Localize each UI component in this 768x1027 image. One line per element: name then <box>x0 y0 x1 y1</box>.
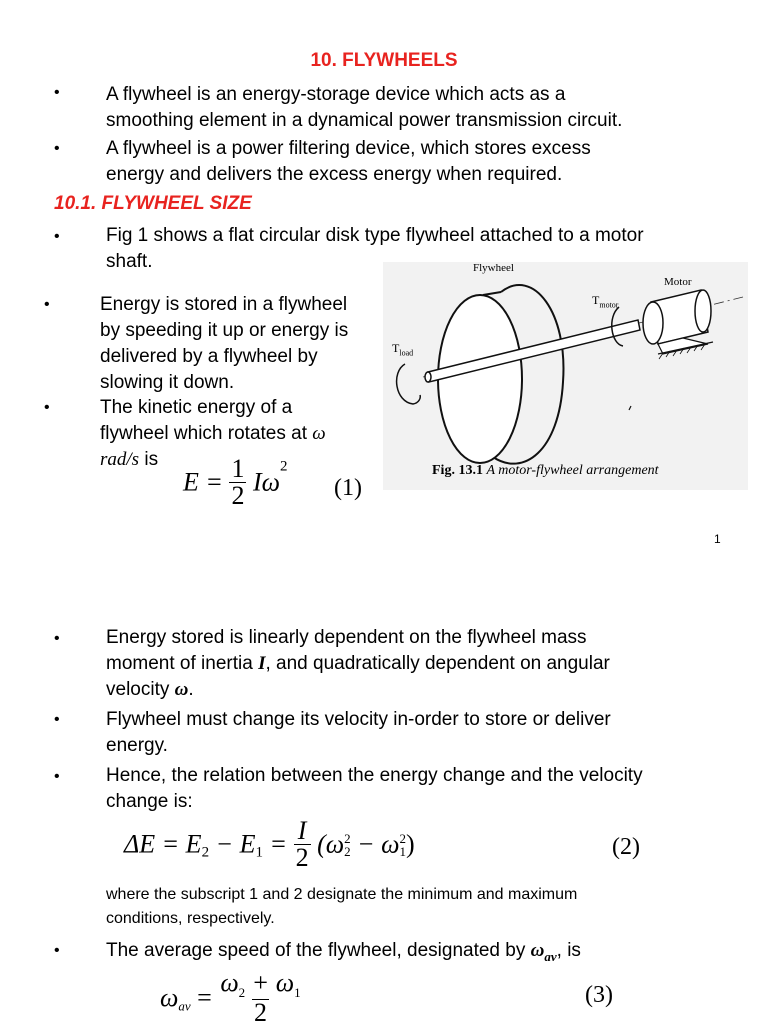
eq3-num-plus: + ω <box>245 968 295 997</box>
inertia-bullet-line2b: , and quadratically dependent on angular <box>265 653 610 674</box>
omega-av-sub: av <box>544 948 557 964</box>
omega-symbol: ω <box>530 940 545 961</box>
inertia-bullet-line1: Energy stored is linearly dependent on the flywheel mass <box>106 627 587 648</box>
eq2-number: (2) <box>612 834 640 860</box>
eq2-mid: − ω <box>350 829 400 859</box>
average-speed-text: The average speed of the flywheel, designated by <box>106 940 531 961</box>
omega-symbol: ω <box>312 423 326 444</box>
eq2-w1-sub: 1 <box>399 843 406 859</box>
page-title: 10. FLYWHEELS <box>310 50 458 71</box>
eq1-fraction <box>229 456 246 509</box>
eq2-denominator: 2 <box>295 843 309 872</box>
ke-bullet-line2 <box>100 421 326 447</box>
average-speed-end: , is <box>556 940 581 961</box>
bullet-marker: • <box>54 140 60 157</box>
eq2-w2-sub: 2 <box>344 843 351 859</box>
figure-caption-text: A motor-flywheel arrangement <box>486 463 659 478</box>
bullet-marker: • <box>44 296 50 313</box>
tmotor-label <box>592 293 618 309</box>
inertia-bullet-line2 <box>106 651 610 677</box>
eq1-rhs: Iω <box>252 467 280 497</box>
eq2-minus: − E <box>209 829 256 859</box>
eq3-num-a-sub: 2 <box>238 985 246 1001</box>
subscript-note-line2: conditions, respectively. <box>106 910 275 927</box>
motor-flywheel-figure <box>383 262 748 490</box>
intro-bullet-2 <box>106 136 591 188</box>
inertia-symbol: I <box>258 653 266 674</box>
eq1-exponent: 2 <box>279 458 288 475</box>
figure-caption-number: Fig. 13.1 <box>432 463 483 478</box>
eq3-num-a: ω <box>220 968 239 997</box>
fig-bullet-line2: shaft. <box>106 251 153 272</box>
inertia-bullet-line3 <box>106 677 610 703</box>
bullet-marker: • <box>54 84 60 101</box>
fig-bullet-line1: Fig 1 shows a flat circular disk type flywheel attached to a motor <box>106 225 644 246</box>
eq3-fraction <box>218 970 302 1026</box>
energy-bullet-line1: Energy is stored in a flywheel <box>100 294 348 315</box>
eq2-paren-open: (ω <box>317 829 345 859</box>
intro-bullet-2-line2: energy and delivers the excess energy when required. <box>106 164 563 185</box>
eq3-lhs-sub: av <box>178 998 191 1014</box>
eq2-paren-close: ) <box>405 829 415 859</box>
eq1-number: (1) <box>334 475 362 501</box>
eq1-numerator: 1 <box>231 454 245 483</box>
bullet-marker: • <box>54 228 60 245</box>
motor-back <box>695 290 711 332</box>
eq2-fraction <box>294 818 311 871</box>
tload-t: T <box>392 341 400 355</box>
energy-bullet-line2: by speeding it up or energy is <box>100 320 349 341</box>
eq2-w2-sup: 2 <box>344 830 351 846</box>
ke-bullet-line2-text: flywheel which rotates at <box>100 423 307 444</box>
equation-2 <box>124 818 415 871</box>
energy-bullet-line4: slowing it down. <box>100 372 235 393</box>
eq3-number: (3) <box>585 982 613 1008</box>
bullet-marker: • <box>54 942 60 959</box>
flywheel-face <box>438 295 522 463</box>
eq2-w1-sup: 2 <box>399 830 406 846</box>
tmotor-sub: motor <box>599 300 619 310</box>
omega-symbol: ω <box>174 679 189 700</box>
inertia-bullet-line2a: moment of inertia <box>106 653 259 674</box>
eq2-sub2: 2 <box>201 844 210 861</box>
intro-bullet-1 <box>106 82 622 134</box>
energy-bullet-line3: delivered by a flywheel by <box>100 346 318 367</box>
relation-line2: change is: <box>106 791 193 812</box>
ke-bullet-line3-rest: is <box>139 449 159 470</box>
velocity-change-line1: Flywheel must change its velocity in-order to store or deliver <box>106 709 611 730</box>
subscript-note <box>106 883 577 931</box>
page-number: 1 <box>714 532 721 546</box>
figure-drawing <box>383 262 748 490</box>
tload-label <box>392 341 413 357</box>
relation-bullet <box>106 763 643 815</box>
eq1-lhs: E = <box>183 467 230 497</box>
bullet-marker: • <box>54 768 60 785</box>
ke-unit: rad/s <box>100 449 140 470</box>
motor-front <box>643 302 663 344</box>
tmotor-t: T <box>592 293 600 307</box>
shaft-end <box>425 372 431 382</box>
equation-1 <box>183 456 287 509</box>
tload-sub: load <box>399 348 414 358</box>
eq3-denominator: 2 <box>253 998 267 1027</box>
eq3-num-b-sub: 1 <box>294 985 301 1001</box>
inertia-bullet-line3b: . <box>188 679 194 700</box>
bullet-marker: • <box>44 399 50 416</box>
motor-label: Motor <box>664 276 692 288</box>
relation-line1: Hence, the relation between the energy change and the velocity <box>106 765 643 786</box>
intro-bullet-1-line2: smoothing element in a dynamical power transmission circuit. <box>106 110 623 131</box>
flywheel-label: Flywheel <box>473 262 514 274</box>
eq2-sub1: 1 <box>255 844 264 861</box>
velocity-change-line2: energy. <box>106 735 168 756</box>
intro-bullet-2-line1: A flywheel is a power filtering device, which stores excess <box>106 138 591 159</box>
eq3-numerator <box>218 970 302 999</box>
eq3-lhs: ω <box>160 983 179 1013</box>
equation-3 <box>160 970 303 1026</box>
intro-bullet-1-line1: A flywheel is an energy-storage device which acts as a <box>106 84 566 105</box>
eq2-lhs: ΔE = E <box>124 829 202 859</box>
eq1-denominator: 2 <box>231 481 245 510</box>
bullet-marker: • <box>54 630 60 647</box>
inertia-bullet-line3a: velocity <box>106 679 175 700</box>
eq3-equals: = <box>190 983 219 1013</box>
bullet-marker: • <box>54 711 60 728</box>
inertia-bullet <box>106 625 610 703</box>
eq2-numerator: I <box>297 816 307 845</box>
section-title: 10.1. FLYWHEEL SIZE <box>54 193 252 214</box>
average-speed-bullet <box>106 938 581 970</box>
velocity-change-bullet <box>106 707 611 759</box>
figure-caption <box>432 463 659 479</box>
ke-bullet-line1: The kinetic energy of a <box>100 397 293 418</box>
energy-bullet <box>100 292 348 396</box>
subscript-note-line1: where the subscript 1 and 2 designate the minimum and maximum <box>106 886 578 903</box>
eq2-equals: = <box>263 829 294 859</box>
